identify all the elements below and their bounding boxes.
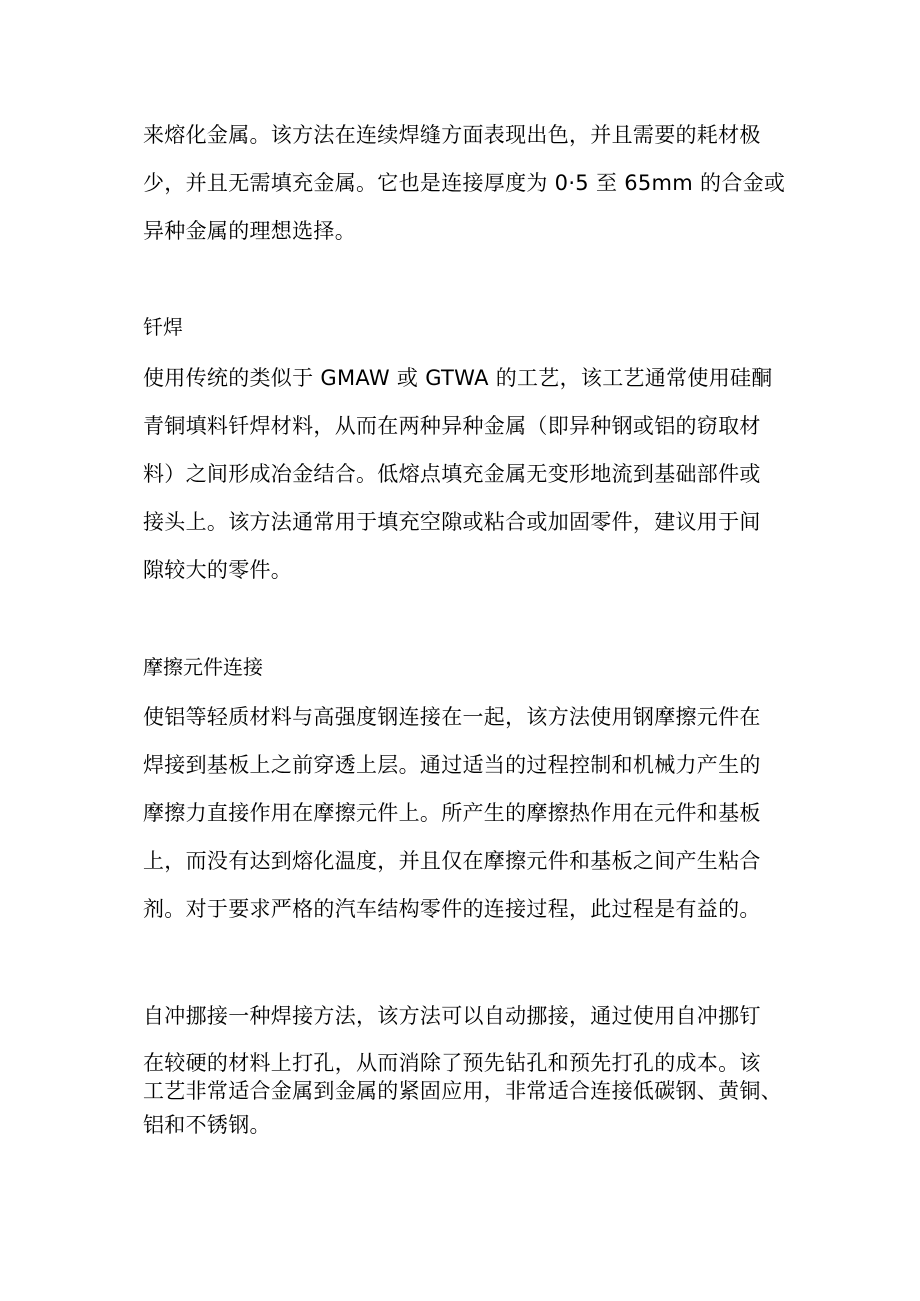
- friction-line-4: 上，而没有达到熔化温度，并且仅在摩擦元件和基板之间产生粘合: [143, 849, 761, 873]
- brazing-line-4: 接头上。该方法通常用于填充空隙或粘合或加固零件，建议用于间: [143, 510, 761, 534]
- brazing-line-5: 隙较大的零件。: [143, 558, 293, 582]
- rivet-line-1: 自冲挪接一种焊接方法，该方法可以自动挪接，通过使用自冲挪钉: [143, 1004, 761, 1028]
- friction-line-5: 剂。对于要求严格的汽车结构零件的连接过程，此过程是有益的。: [143, 897, 761, 921]
- intro-line-3: 异种金属的理想选择。: [143, 219, 356, 243]
- brazing-line-3: 料）之间形成冶金结合。低熔点填充金属无变形地流到基础部件或: [143, 462, 761, 486]
- brazing-line-1: 使用传统的类似于 GMAW 或 GTWA 的工艺，该工艺通常使用硅酮: [143, 366, 773, 390]
- friction-element-heading: 摩擦元件连接: [143, 655, 263, 679]
- rivet-line-2: 在较硬的材料上打孔，从而消除了预先钻孔和预先打孔的成本。该: [143, 1051, 761, 1075]
- rivet-line-3: 工艺非常适合金属到金属的紧固应用，非常适合连接低碳钢、黄铜、: [143, 1079, 782, 1103]
- friction-line-3: 摩擦力直接作用在摩擦元件上。所产生的摩擦热作用在元件和基板: [143, 801, 761, 825]
- intro-line-2: 少，并且无需填充金属。它也是连接厚度为 0·5 至 65mm 的合金或: [143, 171, 786, 195]
- friction-line-1: 使铝等轻质材料与高强度钢连接在一起，该方法使用钢摩擦元件在: [143, 705, 761, 729]
- friction-line-2: 焊接到基板上之前穿透上层。通过适当的过程控制和机械力产生的: [143, 753, 761, 777]
- brazing-line-2: 青铜填料钎焊材料，从而在两种异种金属（即异种钢或铝的窃取材: [143, 414, 761, 438]
- rivet-line-4: 铝和不锈钢。: [143, 1113, 271, 1137]
- intro-line-1: 来熔化金属。该方法在连续焊缝方面表现出色，并且需要的耗材极: [143, 123, 761, 147]
- brazing-heading: 钎焊: [143, 315, 183, 339]
